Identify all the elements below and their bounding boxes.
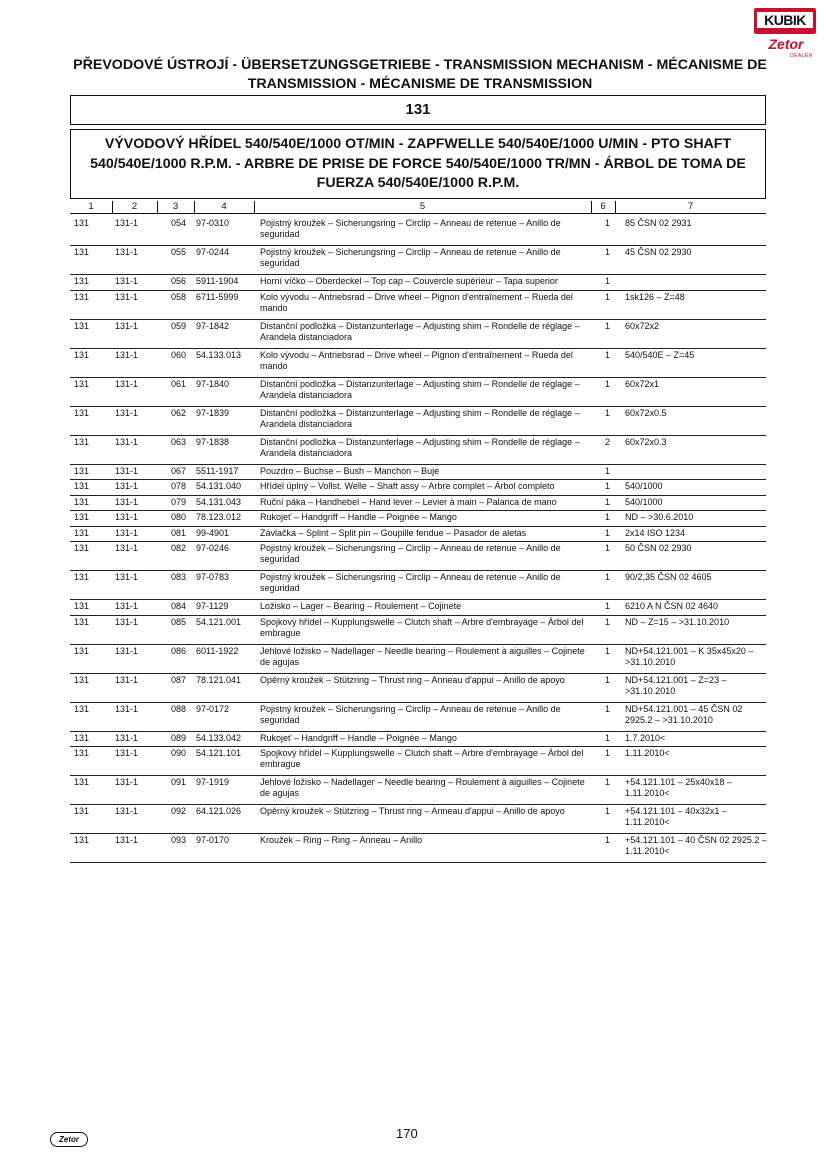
table-row [70,703,766,732]
cell-c3: 078 [171,481,187,491]
cell-c5: Horní víčko – Oberdeckel – Top cap – Couvercle supérieur – Tapa superior [260,276,558,286]
cell-c1: 131 [74,247,90,257]
cell-c7: ND – >30.6.2010 [625,512,694,522]
cell-c1: 131 [74,748,90,758]
cell-c1: 131 [74,616,90,627]
cell-c5: Kroužek – Ring – Ring – Anneau – Anillo [260,835,423,845]
cell-c6: 1 [605,218,611,228]
cell-c3: 082 [171,543,187,553]
cell-c5: Hřídel úplný – Vollst. Welle – Shaft assy – Arbre complet – Árbol completo [260,481,555,491]
cell-c5: Pojistný kroužek – Sicherungsring – Circlip – Anneau de retenue – Anillo de seguridad [260,703,561,725]
logo-dealer: DEALER [790,53,814,59]
page-number: 170 [396,1126,418,1141]
cell-c3: 090 [171,748,187,758]
cell-c6: 1 [605,748,611,758]
table-row [70,320,766,349]
cell-c4: 64.121.026 [196,806,242,816]
table-row [70,542,766,571]
cell-c5: Pojistný kroužek – Sicherungsring – Circlip – Anneau de retenue – Anillo de seguridad [260,572,561,593]
cell-c1: 131 [74,732,90,743]
cell-c5: Ruční páka – Handhebel – Hand lever – Levier à main – Palanca de mano [260,496,557,507]
cell-c2: 131-1 [115,527,139,538]
table-row [70,275,766,291]
cell-c5: Opěrný kroužek – Stützring – Thrust ring – Anneau d'appui – Anillo de apoyo [260,806,565,816]
cell-c5: Jehlové ložisko – Nadellager – Needle bearing – Roulement à aiguilles – Cojinete de agujas [260,645,585,667]
table-row [70,776,766,805]
column-header: 4 [194,201,254,214]
cell-c2: 131-1 [115,496,139,507]
table-row [70,747,766,776]
cell-c2: 131-1 [115,512,139,522]
cell-c6: 2 [605,436,611,447]
cell-c3: 060 [171,349,187,360]
cell-c3: 087 [171,674,187,685]
cell-c2: 131-1 [115,601,139,611]
cell-c1: 131 [74,543,90,553]
cell-c1: 131 [74,320,90,331]
table-row [70,511,766,527]
cell-c7: 540/1000 [625,481,663,491]
cell-c1: 131 [74,703,90,714]
table-row [70,527,766,543]
cell-c1: 131 [74,512,90,522]
cell-c6: 1 [605,349,611,360]
cell-c3: 054 [171,218,187,228]
table-row [70,378,766,407]
cell-c3: 080 [171,512,187,522]
cell-c2: 131-1 [115,674,139,685]
section-subtitle: VÝVODOVÝ HŘÍDEL 540/540E/1000 OT/MIN - ZAPFWELLE 540/540E/1000 U/MIN - PTO SHAFT 540/540E/1000 R.P.M. - ARBRE DE PRISE DE FORCE 540/540E/1000 TR/MN - ÁRBOL DE TOMA DE FUERZA 540/540E/1000 R.P.M. [70,129,766,199]
table-row [70,732,766,748]
cell-c4: 97-1840 [196,378,230,389]
table-row [70,805,766,834]
table-row [70,246,766,275]
table-row [70,600,766,616]
cell-c1: 131 [74,407,90,418]
page-title: PŘEVODOVÉ ÚSTROJÍ - ÜBERSETZUNGSGETRIEBE - TRANSMISSION MECHANISM - MÉCANISME DE TRANSMISSION - MÉCANISME DE TRANSMISSION [73,57,767,92]
cell-c3: 091 [171,777,187,787]
cell-c1: 131 [74,601,90,611]
cell-c5: Opěrný kroužek – Stützring – Thrust ring – Anneau d'appui – Anillo de apoyo [260,674,565,685]
cell-c6: 1 [605,777,611,787]
cell-c3: 056 [171,276,187,286]
cell-c3: 055 [171,247,187,257]
cell-c6: 1 [605,465,611,476]
cell-c5: Rukojeť – Handgriff – Handle – Poignée – Mango [260,512,457,522]
cell-c1: 131 [74,349,90,360]
cell-c4: 97-1839 [196,407,230,418]
cell-c5: Jehlové ložisko – Nadellager – Needle bearing – Roulement à aiguilles – Cojinete de agujas [260,777,585,798]
cell-c4: 97-0170 [196,835,230,845]
cell-c4: 97-0244 [196,247,230,257]
cell-c5: Spojkový hřídel – Kupplungswelle – Clutch shaft – Arbre d'embrayage – Árbol del embrague [260,748,584,769]
table-row [70,465,766,481]
cell-c1: 131 [74,481,90,491]
cell-c4: 78.121.041 [196,674,242,685]
cell-c3: 086 [171,645,187,656]
cell-c5: Spojkový hřídel – Kupplungswelle – Clutch shaft – Arbre d'embrayage – Árbol del embrague [260,616,584,638]
cell-c6: 1 [605,407,611,418]
cell-c2: 131-1 [115,732,139,743]
cell-c1: 131 [74,291,90,302]
cell-c6: 1 [605,645,611,656]
cell-c1: 131 [74,276,90,286]
table-row [70,834,766,863]
table-row [70,645,766,674]
cell-c3: 092 [171,806,187,816]
cell-c4: 99-4901 [196,527,230,538]
cell-c7: 2x14 ISO 1234 [625,527,686,538]
cell-c6: 1 [605,291,611,302]
cell-c2: 131-1 [115,481,139,491]
cell-c5: Pojistný kroužek – Sicherungsring – Circlip – Anneau de retenue – Anillo de seguridad [260,247,561,268]
cell-c7: 60x72x0.3 [625,436,667,447]
cell-c7: 1.11.2010< [625,748,670,758]
table-row [70,616,766,645]
cell-c7: 540/1000 [625,496,663,507]
cell-c5: Ložisko – Lager – Bearing – Roulement – Cojinete [260,601,462,611]
logo-brand: KUBIK [757,12,813,28]
cell-c1: 131 [74,572,90,582]
cell-c2: 131-1 [115,436,139,447]
cell-c7: 60x72x1 [625,378,660,389]
cell-c4: 54.133.042 [196,732,242,743]
cell-c1: 131 [74,378,90,389]
cell-c6: 1 [605,527,611,538]
cell-c6: 1 [605,247,611,257]
cell-c7: ND+54.121.001 – 45 ČSN 02 2925.2 – >31.10.2010 [625,703,743,725]
cell-c2: 131-1 [115,645,139,656]
cell-c6: 1 [605,512,611,522]
table-row [70,674,766,703]
cell-c6: 1 [605,835,611,845]
cell-c4: 54.131.040 [196,481,242,491]
cell-c1: 131 [74,465,90,476]
cell-c4: 97-0172 [196,703,230,714]
cell-c6: 1 [605,732,611,743]
cell-c2: 131-1 [115,349,139,360]
cell-c6: 1 [605,481,611,491]
cell-c3: 058 [171,291,187,302]
column-header: 7 [615,201,766,214]
cell-c1: 131 [74,674,90,685]
table-row [70,217,766,246]
cell-c6: 1 [605,543,611,553]
cell-c2: 131-1 [115,835,139,845]
cell-c6: 1 [605,601,611,611]
cell-c4: 6711-5999 [196,291,239,302]
cell-c7: 1sk126 – Z=48 [625,291,685,302]
column-header: 1 [70,201,112,214]
table-row [70,436,766,465]
column-header: 5 [254,201,591,214]
table-row [70,496,766,512]
cell-c7: +54.121.101 – 40 ČSN 02 2925.2 – 1.11.2010< [625,835,767,856]
cell-c4: 5511-1917 [196,465,239,476]
cell-c2: 131-1 [115,777,139,787]
cell-c2: 131-1 [115,291,139,302]
cell-c6: 1 [605,674,611,685]
cell-c3: 079 [171,496,187,507]
cell-c7: 85 ČSN 02 2931 [625,218,692,228]
cell-c6: 1 [605,572,611,582]
cell-c7: 50 ČSN 02 2930 [625,543,692,553]
cell-c4: 54.121.001 [196,616,242,627]
cell-c5: Závlačka – Splint – Split pin – Goupille fendue – Pasador de aletas [260,527,527,538]
cell-c2: 131-1 [115,572,139,582]
cell-c4: 78.123.012 [196,512,242,522]
cell-c3: 085 [171,616,187,627]
cell-c5: Distanční podložka – Distanzunterlage – Adjusting shim – Rondelle de réglage – Arandela distanciadora [260,378,580,400]
cell-c4: 97-1919 [196,777,230,787]
cell-c7: 45 ČSN 02 2930 [625,247,692,257]
cell-c4: 97-1129 [196,601,229,611]
cell-c3: 059 [171,320,187,331]
cell-c4: 54.131.043 [196,496,242,507]
cell-c3: 067 [171,465,187,476]
table-row [70,349,766,378]
cell-c5: Distanční podložka – Distanzunterlage – Adjusting shim – Rondelle de réglage – Arandela distanciadora [260,320,580,342]
column-header: 3 [157,201,194,214]
cell-c5: Pouzdro – Buchse – Bush – Manchon – Buje [260,465,440,476]
table-row [70,407,766,436]
cell-c1: 131 [74,645,90,656]
cell-c7: 90/2,35 ČSN 02 4605 [625,572,712,582]
cell-c1: 131 [74,806,90,816]
cell-c2: 131-1 [115,543,139,553]
column-header: 6 [591,201,615,214]
cell-c7: +54.121.101 – 40x32x1 – 1.11.2010< [625,806,727,827]
cell-c4: 5911-1904 [196,276,239,286]
table-row [70,480,766,496]
cell-c7: 6210 A N ČSN 02 4640 [625,601,719,611]
cell-c7: 1.7.2010< [625,732,666,743]
cell-c4: 6011-1922 [196,645,239,656]
cell-c2: 131-1 [115,247,139,257]
cell-c6: 1 [605,378,611,389]
cell-c2: 131-1 [115,703,139,714]
cell-c2: 131-1 [115,320,139,331]
cell-c2: 131-1 [115,465,139,476]
cell-c5: Kolo vývodu – Antriebsrad – Drive wheel – Pignon d'entraînement – Rueda del mando [260,349,573,371]
cell-c7: +54.121.101 – 25x40x18 – 1.11.2010< [625,777,732,798]
cell-c4: 97-0310 [196,218,230,228]
cell-c2: 131-1 [115,748,139,758]
cell-c7: 60x72x0.5 [625,407,667,418]
cell-c1: 131 [74,835,90,845]
cell-c6: 1 [605,806,611,816]
cell-c3: 083 [171,572,187,582]
cell-c7: ND – Z=15 – >31.10.2010 [625,616,730,627]
cell-c2: 131-1 [115,276,139,286]
cell-c3: 063 [171,436,187,447]
cell-c4: 97-0246 [196,543,230,553]
cell-c3: 093 [171,835,187,845]
cell-c5: Pojistný kroužek – Sicherungsring – Circlip – Anneau de retenue – Anillo de seguridad [260,218,561,239]
cell-c5: Rukojeť – Handgriff – Handle – Poignée – Mango [260,732,457,743]
cell-c6: 1 [605,276,611,286]
cell-c3: 061 [171,378,187,389]
cell-c4: 97-1838 [196,436,230,447]
cell-c3: 081 [171,527,187,538]
cell-c4: 97-1842 [196,320,230,331]
cell-c1: 131 [74,527,90,538]
cell-c6: 1 [605,496,611,507]
column-header: 2 [112,201,157,214]
cell-c2: 131-1 [115,378,139,389]
cell-c3: 062 [171,407,187,418]
footer-zetor-logo: Zetor [50,1132,88,1147]
cell-c1: 131 [74,218,90,228]
group-number: 131 [70,95,766,125]
cell-c7: 60x72x2 [625,320,660,331]
logo-sub: Zetor [768,36,804,52]
cell-c6: 1 [605,320,611,331]
cell-c7: ND+54.121.001 – K 35x45x20 – >31.10.2010 [625,645,754,667]
cell-c4: 54.133.013 [196,349,242,360]
cell-c6: 1 [605,616,611,627]
cell-c1: 131 [74,436,90,447]
cell-c5: Pojistný kroužek – Sicherungsring – Circlip – Anneau de retenue – Anillo de seguridad [260,543,561,564]
cell-c5: Kolo vývodu – Antriebsrad – Drive wheel – Pignon d'entraînement – Rueda del mando [260,291,573,313]
cell-c4: 97-0783 [196,572,230,582]
table-row [70,291,766,320]
table-row [70,571,766,600]
cell-c6: 1 [605,703,611,714]
cell-c1: 131 [74,496,90,507]
cell-c2: 131-1 [115,218,139,228]
cell-c5: Distanční podložka – Distanzunterlage – Adjusting shim – Rondelle de réglage – Arandela distanciadora [260,407,580,429]
cell-c2: 131-1 [115,407,139,418]
cell-c3: 089 [171,732,187,743]
cell-c1: 131 [74,777,90,787]
cell-c5: Distanční podložka – Distanzunterlage – Adjusting shim – Rondelle de réglage – Arandela distanciadora [260,436,580,458]
cell-c2: 131-1 [115,806,139,816]
cell-c3: 084 [171,601,187,611]
cell-c2: 131-1 [115,616,139,627]
cell-c7: 540/540E – Z=45 [625,349,695,360]
cell-c7: ND+54.121.001 – Z=23 – >31.10.2010 [625,674,727,696]
cell-c4: 54.121.101 [196,748,242,758]
cell-c3: 088 [171,703,187,714]
